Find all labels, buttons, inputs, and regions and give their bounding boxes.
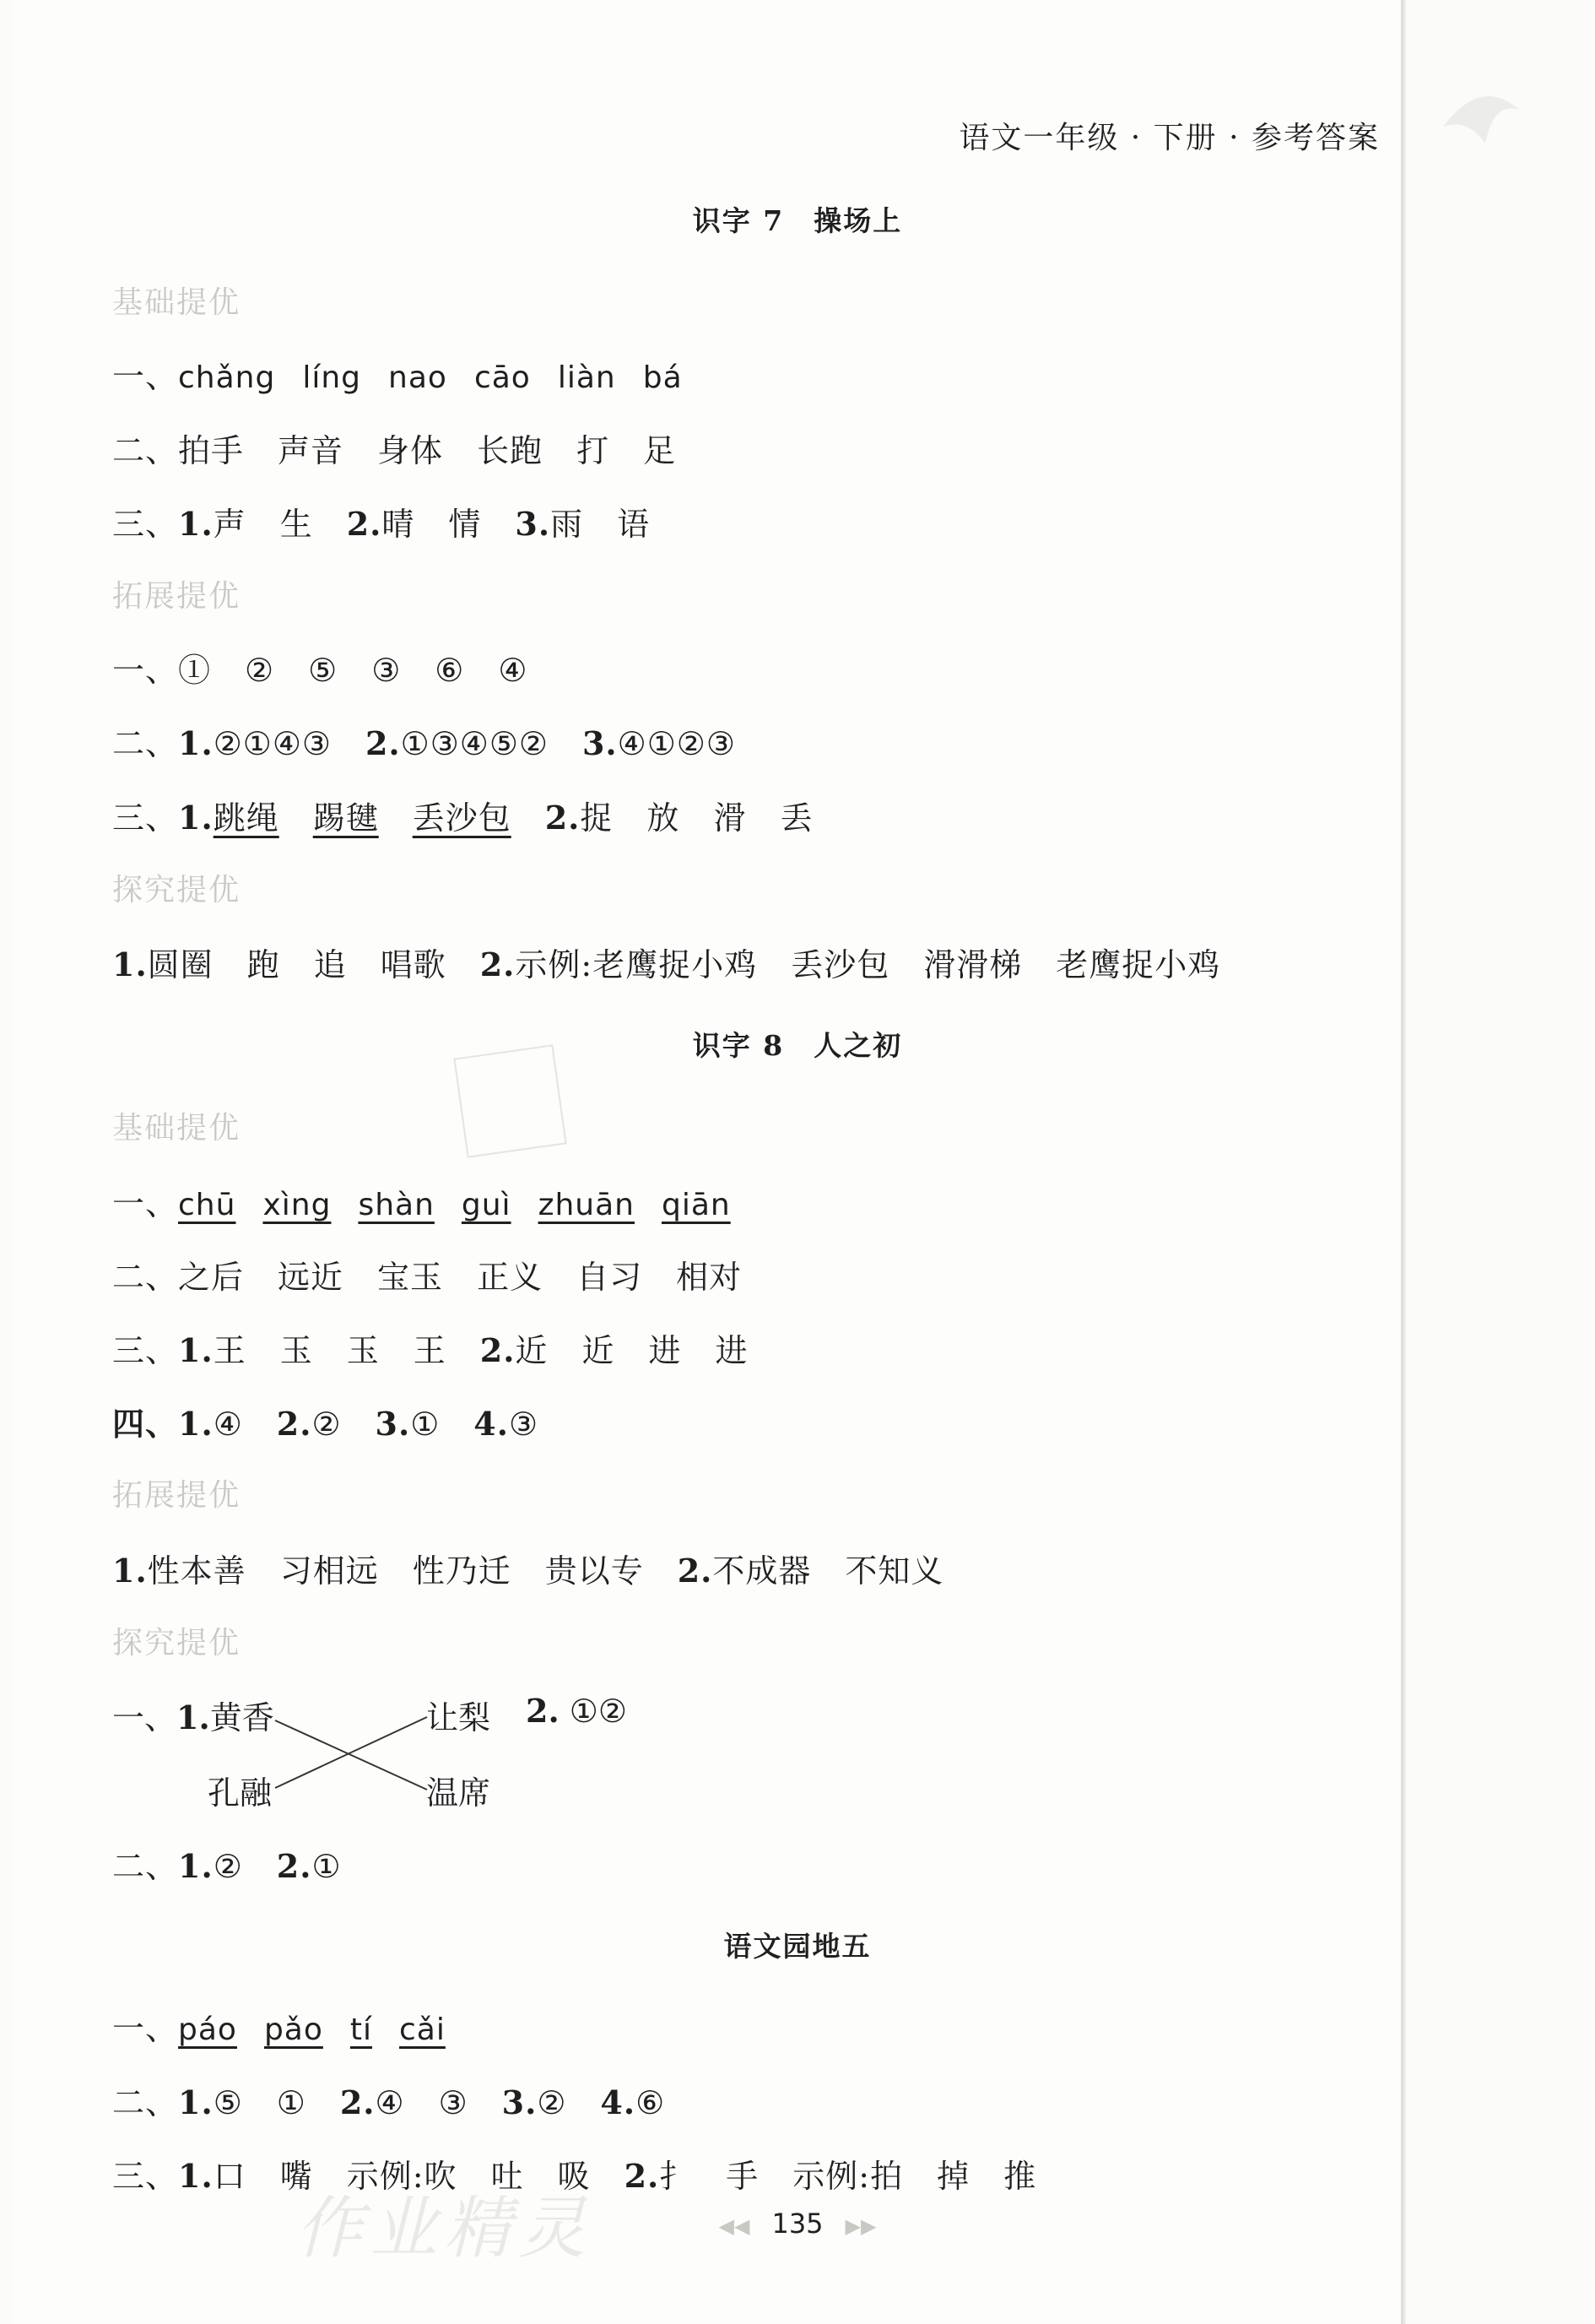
answer: 进 xyxy=(715,1332,749,1369)
answer-line xyxy=(112,792,846,838)
answer-line xyxy=(112,1325,781,1371)
item-prefix: 一、 xyxy=(112,2010,179,2047)
answer-line xyxy=(112,1840,376,1887)
question-number: 1. xyxy=(178,505,214,543)
answer: ② xyxy=(245,652,275,689)
answer: 之后 xyxy=(178,1259,245,1296)
match-left-bottom: 孔融 xyxy=(208,1774,273,1812)
answer: 扌 xyxy=(659,2158,693,2195)
answer-line xyxy=(112,498,684,544)
answer: 声 xyxy=(213,506,246,543)
page-number: 135 xyxy=(771,2208,824,2240)
answer: ①③④⑤② xyxy=(400,725,549,762)
pinyin: páo xyxy=(178,2013,237,2047)
answer: 丢沙包 xyxy=(791,946,890,983)
answer: 滑滑梯 xyxy=(923,946,1023,983)
item-prefix: 一、 xyxy=(112,1185,179,1222)
answer: 玉 xyxy=(346,1332,380,1369)
answer: 手 xyxy=(726,2158,760,2195)
answer: 打 xyxy=(576,432,610,469)
underlined-answer: 踢毽 xyxy=(312,799,379,837)
page-sheet xyxy=(12,0,1406,2324)
subsection-explore: 探究提优 xyxy=(112,873,241,907)
question-number: 2. xyxy=(479,1331,516,1369)
answer: 语 xyxy=(617,506,651,543)
answer: 嘴 xyxy=(279,2158,313,2195)
answer: 远近 xyxy=(278,1259,344,1296)
question-number: 2. xyxy=(677,1552,713,1590)
answer: 跑 xyxy=(246,946,280,983)
question-number: 3. xyxy=(375,1405,411,1443)
question-number: 3. xyxy=(515,505,551,543)
section-title-yuandi5: 语文园地五 xyxy=(723,1930,872,1963)
answer: ⑤ xyxy=(213,2084,243,2121)
answer-line xyxy=(112,1251,776,1297)
answer: ① xyxy=(276,2084,306,2121)
question-number: 1. xyxy=(178,724,214,762)
matching-lines xyxy=(270,1705,439,1798)
item-prefix: 三、 xyxy=(112,1332,179,1369)
answer: 拍手 xyxy=(178,432,245,469)
answer: 不成器 xyxy=(712,1552,812,1590)
answer: 自习 xyxy=(576,1259,643,1296)
page-header: 语文一年级 · 下册 · 参考答案 xyxy=(959,121,1380,155)
question-number: 1. xyxy=(178,1331,214,1369)
answer: 王 xyxy=(413,1332,446,1369)
answer-line xyxy=(112,350,710,397)
answer: ② xyxy=(311,1406,342,1443)
item-prefix: 二、 xyxy=(112,1259,179,1296)
answer: 吐 xyxy=(490,2158,524,2195)
subsection-expand: 拓展提优 xyxy=(112,1478,241,1513)
answer: ① xyxy=(178,652,212,689)
item-prefix: 二、 xyxy=(112,2084,179,2121)
question-number: 2. xyxy=(346,505,382,543)
answer: ④①②③ xyxy=(617,725,736,762)
item-prefix: 三、 xyxy=(112,799,179,837)
question-number: 2. xyxy=(526,1692,560,1730)
question-number: 2. xyxy=(479,945,516,983)
answer: 雨 xyxy=(550,506,584,543)
match-right-bottom: 温席 xyxy=(426,1774,491,1812)
answer: 宝玉 xyxy=(377,1259,444,1296)
answer-line xyxy=(112,939,1254,985)
answer: 身体 xyxy=(377,432,444,469)
answer: 习相远 xyxy=(279,1552,379,1590)
answer: 唱歌 xyxy=(380,946,446,983)
answer: 追 xyxy=(313,946,347,983)
pinyin: cǎi xyxy=(399,2013,446,2047)
watermark: 作业精灵 xyxy=(295,2189,592,2267)
answer: 推 xyxy=(1003,2158,1037,2195)
match-line xyxy=(275,1720,427,1790)
underlined-answer: 跳绳 xyxy=(213,799,279,837)
pinyin: guì xyxy=(461,1188,511,1222)
pinyin: bá xyxy=(642,360,683,395)
answer: 情 xyxy=(448,506,482,543)
section-title-shizi7: 识字 7 操场上 xyxy=(692,204,903,237)
question-number: 2. xyxy=(624,2157,660,2195)
answer: ② xyxy=(597,1693,627,1730)
pinyin: zhuān xyxy=(538,1188,635,1222)
item-prefix: 四、 xyxy=(112,1405,179,1443)
answer: ② xyxy=(213,1848,243,1885)
pinyin: chǎng xyxy=(178,360,276,395)
question-number: 2. xyxy=(276,1847,312,1885)
decorative-corner-icon xyxy=(1435,76,1527,152)
answer: ③ xyxy=(508,1406,539,1443)
question-number: 3. xyxy=(581,724,618,762)
answer: 性本善 xyxy=(147,1552,246,1590)
answer-line xyxy=(112,1692,274,1738)
answer: ④ xyxy=(213,1406,243,1443)
question-number: 1. xyxy=(112,945,148,983)
question-number: 2. xyxy=(339,2083,376,2121)
answer: ① xyxy=(410,1406,441,1443)
answer: ⑥ xyxy=(435,652,465,689)
answer-line xyxy=(112,2077,699,2123)
page-edge xyxy=(1401,0,1406,2324)
item-prefix: 一、 xyxy=(112,1699,177,1736)
answer: ④ xyxy=(498,652,528,689)
answer: 丢 xyxy=(780,799,814,837)
pinyin: pǎo xyxy=(263,2013,323,2047)
answer: 性乃迁 xyxy=(412,1552,511,1590)
stamp-watermark xyxy=(453,1044,566,1157)
item-prefix: 三、 xyxy=(112,506,179,543)
answer: 捉 xyxy=(580,799,614,837)
match-right-top: 让梨 xyxy=(426,1699,491,1736)
pinyin: qiān xyxy=(661,1188,731,1222)
item-prefix: 一、 xyxy=(112,358,179,395)
answer: 不知义 xyxy=(845,1552,944,1590)
question-number: 3. xyxy=(501,2083,538,2121)
pinyin: nao xyxy=(388,360,447,395)
answer: 近 xyxy=(581,1332,615,1369)
answer: 进 xyxy=(648,1332,682,1369)
pinyin: liàn xyxy=(557,360,616,395)
answer-group xyxy=(526,1692,627,1730)
page-footer xyxy=(0,2208,1595,2240)
question-number: 1. xyxy=(178,1405,214,1443)
item-prefix: 三、 xyxy=(112,2158,179,2195)
answer: 生 xyxy=(279,506,313,543)
answer: 正义 xyxy=(477,1259,543,1296)
pinyin: líng xyxy=(302,360,362,395)
question-number: 1. xyxy=(178,1847,214,1885)
answer: 放 xyxy=(646,799,680,837)
answer-line xyxy=(112,644,561,691)
subsection-basic: 基础提优 xyxy=(112,1111,241,1146)
answer: 吸 xyxy=(557,2158,591,2195)
question-number: 4. xyxy=(600,2083,636,2121)
answer: 晴 xyxy=(381,506,415,543)
question-number: 2. xyxy=(365,724,401,762)
question-number: 2. xyxy=(276,1405,312,1443)
question-number: 1. xyxy=(112,1552,148,1590)
answer: 贵以专 xyxy=(544,1552,644,1590)
answer: 王 xyxy=(213,1332,246,1369)
answer: ③ xyxy=(438,2084,468,2121)
answer: 示例:拍 xyxy=(792,2158,904,2195)
next-arrows-icon: ▶▶ xyxy=(845,2214,877,2238)
pinyin: chū xyxy=(178,1188,236,1222)
answer-line xyxy=(112,2002,473,2049)
answer: 近 xyxy=(515,1332,549,1369)
answer-line xyxy=(112,1545,977,1591)
answer: ① xyxy=(311,1848,342,1885)
subsection-basic: 基础提优 xyxy=(112,285,241,320)
question-number: 2. xyxy=(544,799,581,837)
answer: 长跑 xyxy=(477,432,543,469)
pinyin: tí xyxy=(349,2013,373,2047)
question-number: 1. xyxy=(178,2157,214,2195)
answer: 口 xyxy=(213,2158,246,2195)
answer: 圆圈 xyxy=(147,946,214,983)
match-line xyxy=(275,1717,427,1788)
answer: ②①④③ xyxy=(213,725,332,762)
pinyin: xìng xyxy=(262,1188,332,1222)
underlined-answer: 丢沙包 xyxy=(412,799,511,837)
answer-line xyxy=(112,1398,572,1444)
answer: 示例:吹 xyxy=(346,2158,457,2195)
answer: 老鹰捉小鸡 xyxy=(1056,946,1221,983)
pinyin: cāo xyxy=(473,360,531,395)
answer: ⑤ xyxy=(308,652,338,689)
subsection-explore: 探究提优 xyxy=(112,1626,241,1660)
question-number: 4. xyxy=(473,1405,509,1443)
answer-line xyxy=(112,718,770,764)
answer: 玉 xyxy=(279,1332,313,1369)
answer-line xyxy=(112,425,710,471)
question-number: 1. xyxy=(178,2083,214,2121)
answer: 示例:老鹰捉小鸡 xyxy=(515,946,758,983)
subsection-expand: 拓展提优 xyxy=(112,579,241,614)
question-number: 1. xyxy=(176,1698,210,1736)
answer: ② xyxy=(537,2084,567,2121)
match-left-top: 黄香 xyxy=(209,1699,274,1736)
item-prefix: 二、 xyxy=(112,725,179,762)
answer: 声音 xyxy=(278,432,344,469)
answer: ① xyxy=(569,1693,598,1730)
answer: 滑 xyxy=(713,799,747,837)
section-title-shizi8: 识字 8 人之初 xyxy=(692,1029,903,1062)
prev-arrows-icon: ◀◀ xyxy=(718,2214,750,2238)
answer: 足 xyxy=(643,432,677,469)
answer: ③ xyxy=(371,652,402,689)
answer: ④ xyxy=(375,2084,405,2121)
item-prefix: 二、 xyxy=(112,432,179,469)
question-number: 1. xyxy=(178,799,214,837)
answer: ⑥ xyxy=(635,2084,666,2121)
answer-line xyxy=(112,1178,758,1224)
pinyin: shàn xyxy=(358,1188,435,1222)
answer: 相对 xyxy=(676,1259,743,1296)
answer: 掉 xyxy=(937,2158,971,2195)
item-prefix: 一、 xyxy=(112,652,179,689)
item-prefix: 二、 xyxy=(112,1848,179,1885)
